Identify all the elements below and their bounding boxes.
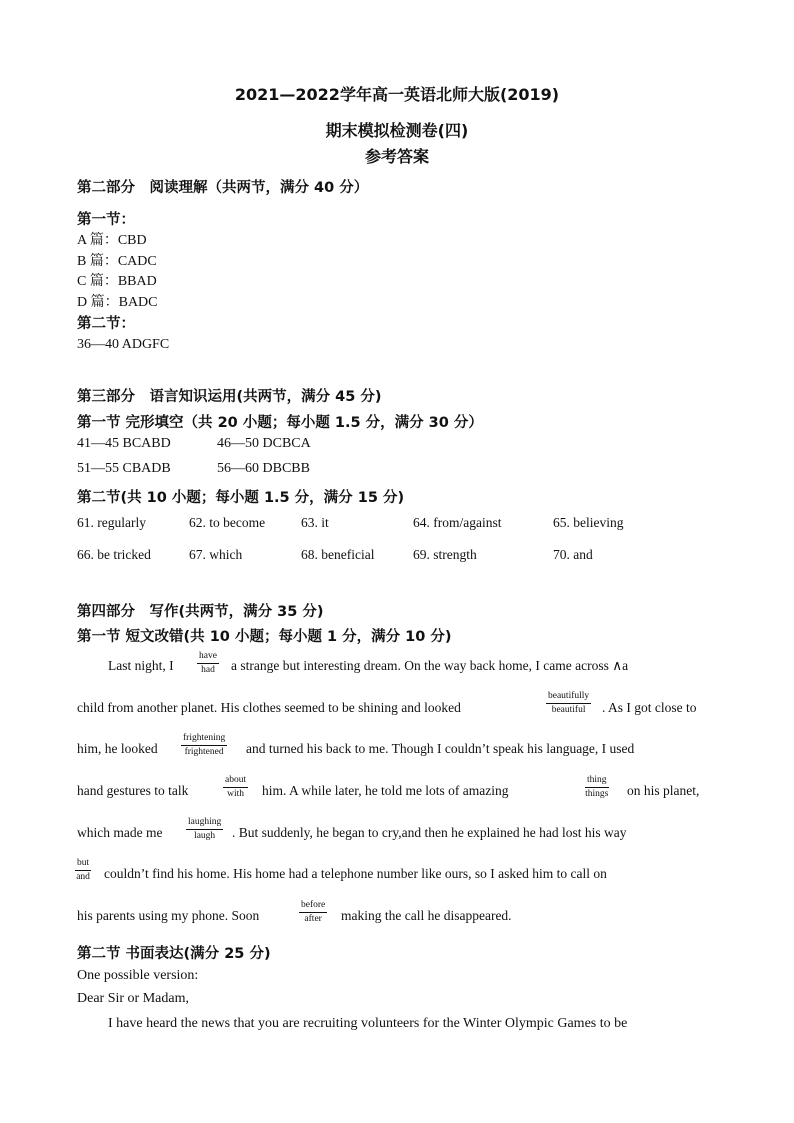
answer-d: D 篇：BADC — [77, 295, 158, 310]
fill-answer-67: 67. which — [189, 547, 243, 562]
correction-6 — [186, 817, 223, 842]
correction-right: after — [304, 913, 322, 924]
fill-answer-64: 64. from/against — [413, 515, 502, 530]
part2-section2-label: 第二节： — [77, 316, 135, 332]
cloze-41-45: 41—45 BCABD — [77, 436, 171, 451]
essay-line-6b: couldn’t find his home. His home had a telephone number like ours, so I asked him to call on — [104, 866, 607, 881]
correction-3 — [181, 733, 227, 758]
document-title: 2021—2022学年高一英语北师大版(2019) — [234, 85, 560, 104]
correction-2 — [546, 691, 591, 716]
letter-line-1: I have heard the news that you are recruiting volunteers for the Winter Olympic Games to be — [108, 1016, 628, 1031]
correction-right: beautiful — [551, 704, 586, 715]
part3-heading: 第三部分 语言知识运用(共两节，满分 45 分) — [77, 389, 382, 405]
correction-4 — [223, 775, 248, 800]
correction-8 — [299, 900, 327, 925]
answer-c: C 篇：BBAD — [77, 274, 157, 289]
essay-line-3a: him, he looked — [77, 741, 158, 756]
document-subtitle: 期末模拟检测卷(四) — [325, 121, 469, 140]
part3-section2-heading: 第二节(共 10 小题；每小题 1.5 分，满分 15 分) — [77, 490, 405, 506]
part4-heading: 第四部分 写作(共两节，满分 35 分) — [77, 604, 324, 620]
correction-wrong: about — [223, 775, 248, 788]
correction-wrong: before — [299, 900, 327, 913]
fill-answer-68: 68. beneficial — [301, 547, 375, 562]
correction-right: frightened — [184, 746, 224, 757]
correction-right: and — [76, 871, 90, 882]
essay-line-4c: on his planet, — [627, 783, 700, 798]
cloze-56-60: 56—60 DBCBB — [217, 461, 310, 476]
answer-a: A 篇：CBD — [77, 233, 147, 248]
correction-right: with — [227, 788, 244, 799]
essay-line-4b: him. A while later, he told me lots of amazing — [262, 783, 509, 798]
fill-answer-63: 63. it — [301, 515, 329, 530]
correction-7 — [75, 858, 91, 883]
correction-wrong: but — [75, 858, 91, 871]
essay-line-2b: . As I got close to — [602, 700, 697, 715]
essay-line-1b: a strange but interesting dream. On the way back home, I came across ∧a — [231, 658, 629, 673]
essay-line-5b: . But suddenly, he began to cry,and then he explained he had lost his way — [232, 825, 627, 840]
fill-answer-70: 70. and — [553, 547, 593, 562]
correction-wrong: have — [197, 651, 219, 664]
answer-key-label: 参考答案 — [364, 147, 429, 166]
essay-line-7b: making the call he disappeared. — [341, 908, 512, 923]
version-label: One possible version: — [77, 968, 199, 983]
essay-line-3b: and turned his back to me. Though I couldn’t speak his language, I used — [246, 741, 635, 756]
part4-section2-heading: 第二节 书面表达(满分 25 分) — [77, 946, 271, 962]
answer-36-40: 36—40 ADGFC — [77, 337, 170, 352]
essay-line-4a: hand gestures to talk — [77, 783, 189, 798]
correction-1 — [197, 651, 219, 676]
essay-line-1a: Last night, I — [108, 658, 174, 673]
part4-section1-heading: 第一节 短文改错(共 10 小题；每小题 1 分，满分 10 分) — [77, 629, 452, 645]
letter-salutation: Dear Sir or Madam, — [77, 991, 189, 1006]
fill-answer-62: 62. to become — [189, 515, 266, 530]
answer-b: B 篇：CADC — [77, 254, 157, 269]
fill-answer-65: 65. believing — [553, 515, 624, 530]
cloze-51-55: 51—55 CBADB — [77, 461, 171, 476]
correction-5 — [585, 775, 609, 800]
part2-heading: 第二部分 阅读理解（共两节，满分 40 分） — [77, 180, 369, 196]
essay-line-5a: which made me — [77, 825, 163, 840]
part2-section1-label: 第一节： — [77, 212, 135, 228]
fill-answer-61: 61. regularly — [77, 515, 146, 530]
correction-right: things — [585, 788, 609, 799]
fill-answer-69: 69. strength — [413, 547, 477, 562]
correction-wrong: thing — [585, 775, 609, 788]
part3-section1-heading: 第一节 完形填空（共 20 小题；每小题 1.5 分，满分 30 分） — [77, 415, 483, 431]
correction-wrong: beautifully — [546, 691, 591, 704]
correction-wrong: frightening — [181, 733, 227, 746]
fill-answer-66: 66. be tricked — [77, 547, 151, 562]
correction-right: laugh — [194, 830, 216, 841]
correction-right: had — [201, 664, 215, 675]
cloze-46-50: 46—50 DCBCA — [217, 436, 311, 451]
essay-line-2a: child from another planet. His clothes seemed to be shining and looked — [77, 700, 461, 715]
correction-wrong: laughing — [186, 817, 223, 830]
essay-line-7a: his parents using my phone. Soon — [77, 908, 260, 923]
